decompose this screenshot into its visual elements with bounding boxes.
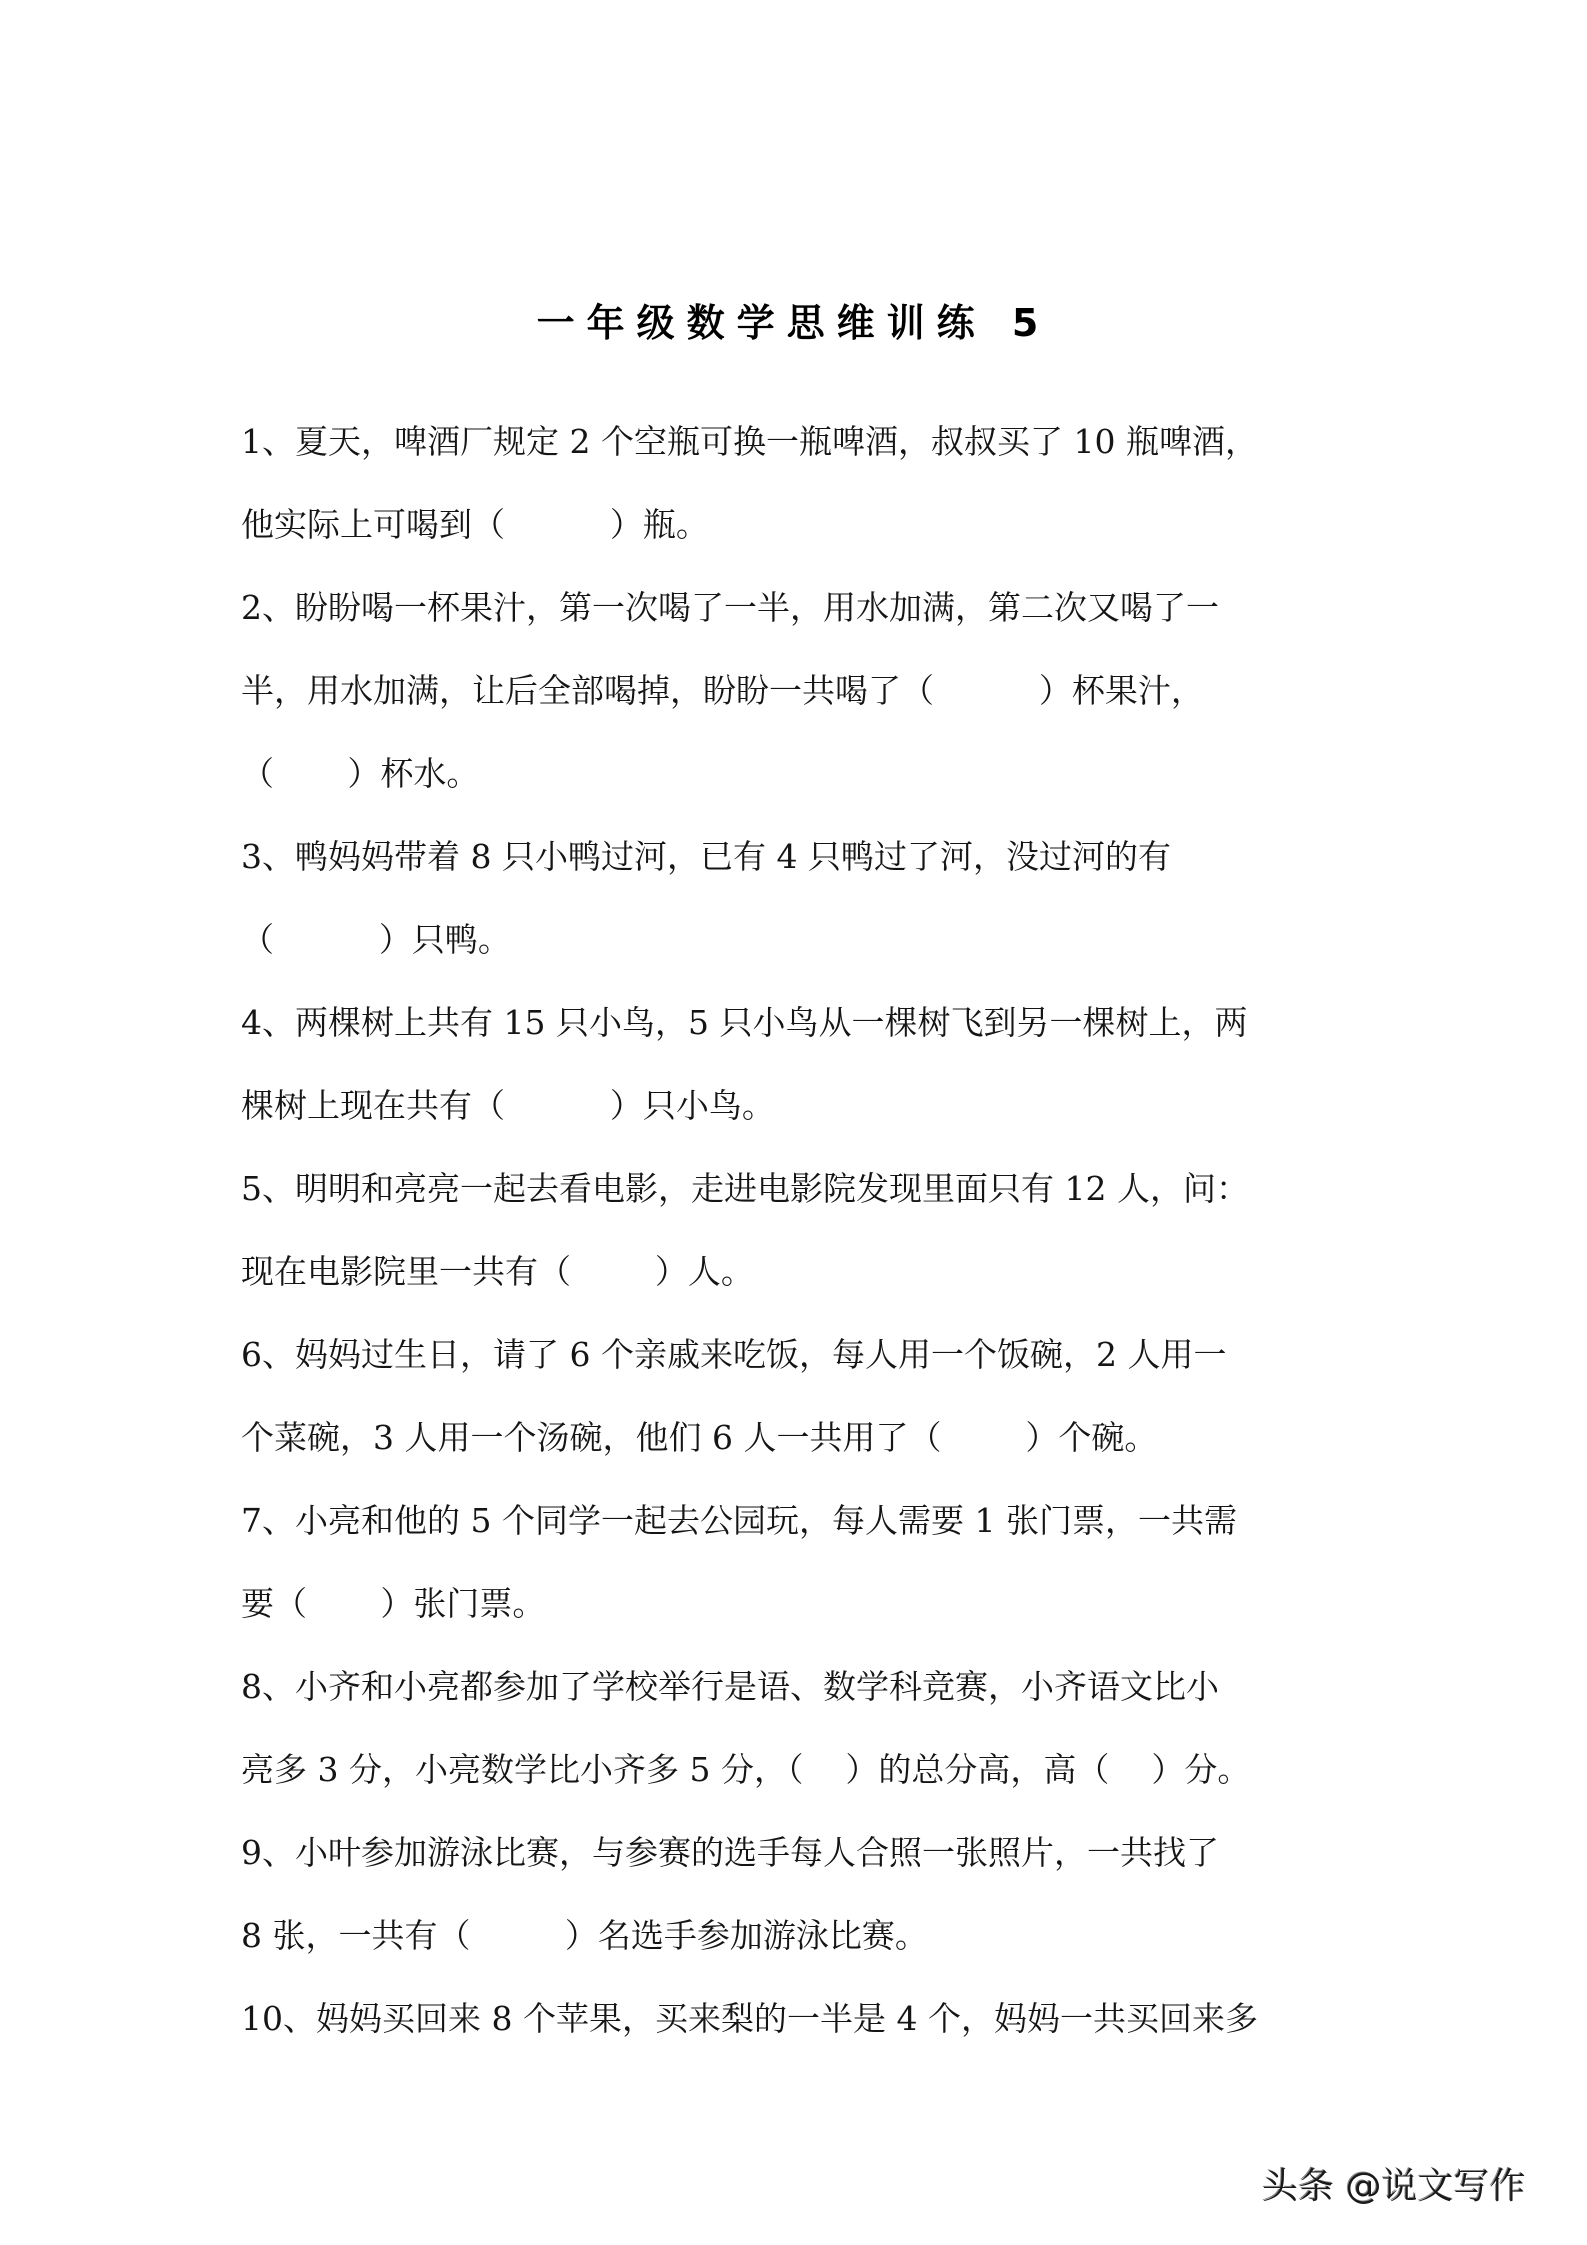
question-9-line-2: 8 张，一共有（ ）名选手参加游泳比赛。 xyxy=(241,1916,928,1955)
question-9-line-1: 9、小叶参加游泳比赛，与参赛的选手每人合照一张照片，一共找了 xyxy=(241,1833,1219,1872)
question-2-line-3: （ ）杯水。 xyxy=(241,754,480,793)
question-6-line-1: 6、妈妈过生日，请了 6 个亲戚来吃饭，每人用一个饭碗，2 人用一 xyxy=(241,1335,1227,1374)
question-4-line-2: 棵树上现在共有（ ）只小鸟。 xyxy=(241,1086,775,1125)
question-1-line-2: 他实际上可喝到（ ）瓶。 xyxy=(241,505,709,544)
question-2-line-2: 半，用水加满，让后全部喝掉，盼盼一共喝了（ ）杯果汁， xyxy=(241,671,1204,710)
question-4-line-1: 4、两棵树上共有 15 只小鸟，5 只小鸟从一棵树飞到另一棵树上，两 xyxy=(241,1003,1248,1042)
question-10-line-1: 10、妈妈买回来 8 个苹果，买来梨的一半是 4 个，妈妈一共买回来多 xyxy=(241,1999,1258,2038)
question-3-line-1: 3、鸭妈妈带着 8 只小鸭过河，已有 4 只鸭过了河，没过河的有 xyxy=(241,837,1171,876)
question-8-line-2: 亮多 3 分，小亮数学比小齐多 5 分，（ ）的总分高，高（ ）分。 xyxy=(241,1750,1251,1789)
question-7-line-1: 7、小亮和他的 5 个同学一起去公园玩，每人需要 1 张门票，一共需 xyxy=(241,1501,1237,1540)
question-6-line-2: 个菜碗，3 人用一个汤碗，他们 6 人一共用了（ ）个碗。 xyxy=(241,1418,1158,1457)
page-title: 一年级数学思维训练 5 xyxy=(536,301,1051,345)
question-8-line-1: 8、小齐和小亮都参加了学校举行是语、数学科竞赛，小齐语文比小 xyxy=(241,1667,1219,1706)
question-1-line-1: 1、夏天，啤酒厂规定 2 个空瓶可换一瓶啤酒，叔叔买了 10 瓶啤酒， xyxy=(241,422,1258,461)
watermark: 头条 @说文写作 xyxy=(1262,2166,1526,2207)
question-5-line-1: 5、明明和亮亮一起去看电影，走进电影院发现里面只有 12 人，问： xyxy=(241,1169,1249,1208)
question-7-line-2: 要（ ）张门票。 xyxy=(241,1584,546,1623)
question-5-line-2: 现在电影院里一共有（ ）人。 xyxy=(241,1252,754,1291)
question-3-line-2: （ ）只鸭。 xyxy=(241,920,511,959)
question-2-line-1: 2、盼盼喝一杯果汁，第一次喝了一半，用水加满，第二次又喝了一 xyxy=(241,588,1219,627)
